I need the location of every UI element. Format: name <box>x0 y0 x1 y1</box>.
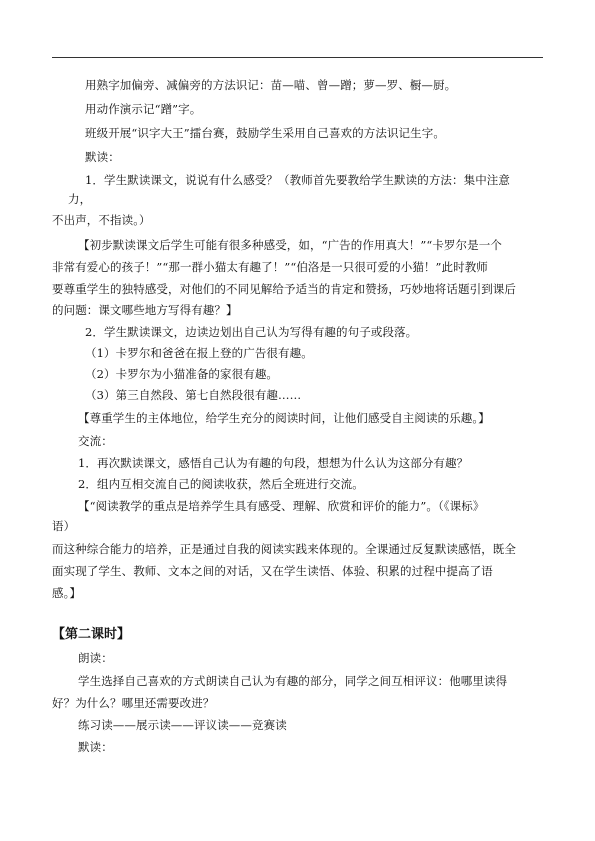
text-line: 交流： <box>78 434 113 448</box>
text-line: 面实现了学生、教师、文本之间的对话，又在学生读悟、体验、积累的过程中提高了语 <box>52 564 493 578</box>
text-line: （3）第三自然段、第七自然段很有趣…… <box>85 388 302 402</box>
text-line: 【初步默读课文后学生可能有很多种感受，如，“广告的作用真大！”“卡罗尔是一个 <box>78 238 502 252</box>
text-line: 学生选择自己喜欢的方式朗读自己认为有趣的部分，同学之间互相评议：他哪里读得 <box>78 674 508 688</box>
text-line: （1）卡罗尔和爸爸在报上登的广告很有趣。 <box>85 346 313 360</box>
text-line: （2）卡罗尔为小猫准备的家很有趣。 <box>85 367 279 381</box>
text-line: 而这种综合能力的培养，正是通过自我的阅读实践来体现的。全课通过反复默读感悟，既全 <box>52 542 516 556</box>
text-line: 练习读——展示读——评议读——竞赛读 <box>78 718 287 732</box>
text-line: 非常有爱心的孩子！”“那一群小猫太有趣了！”“伯洛是一只很可爱的小猫！”此时教师 <box>52 260 488 274</box>
text-line: 要尊重学生的独特感受，对他们的不同见解给予适当的肯定和赞扬，巧妙地将话题引到课后 <box>52 282 516 296</box>
text-line: 【尊重学生的主体地位，给学生充分的阅读时间，让他们感受自主阅读的乐趣。】 <box>78 411 490 425</box>
text-line: 用熟字加偏旁、减偏旁的方法识记：苗—喵、曾—蹭；萝—罗、橱—厨。 <box>85 78 457 92</box>
text-line: 1．学生默读课文，说说有什么感受？（教师首先要教给学生默读的方法：集中注意 <box>85 173 511 187</box>
section-heading: 【第二课时】 <box>52 627 131 642</box>
text-line: 好？为什么？哪里还需要改进？ <box>52 696 215 710</box>
text-line: 力， <box>68 192 92 206</box>
header-rule <box>52 57 543 58</box>
text-line: 不出声，不指读。） <box>52 213 151 227</box>
text-line: 朗读： <box>78 651 113 665</box>
text-line: 感。】 <box>52 586 82 600</box>
text-line: 语） <box>52 519 76 533</box>
text-line: 2．学生默读课文，边读边划出自己认为写得有趣的句子或段落。 <box>85 325 418 339</box>
text-line: 的问题：课文哪些地方写得有趣？】 <box>52 303 238 317</box>
text-line: 2．组内互相交流自己的阅读收获，然后全班进行交流。 <box>78 477 364 491</box>
text-line: 1．再次默读课文，感悟自己认为有趣的句段，想想为什么认为这部分有趣？ <box>78 456 469 470</box>
text-line: 班级开展“识字大王”擂台赛，鼓励学生采用自己喜欢的方法识记生字。 <box>85 126 445 140</box>
text-line: 默读： <box>78 740 113 754</box>
text-line: 默读： <box>85 150 120 164</box>
text-line: 【“阅读教学的重点是培养学生具有感受、理解、欣赏和评价的能力”。（《课标》 <box>78 499 485 513</box>
text-line: 用动作演示记“蹭”字。 <box>85 102 202 116</box>
